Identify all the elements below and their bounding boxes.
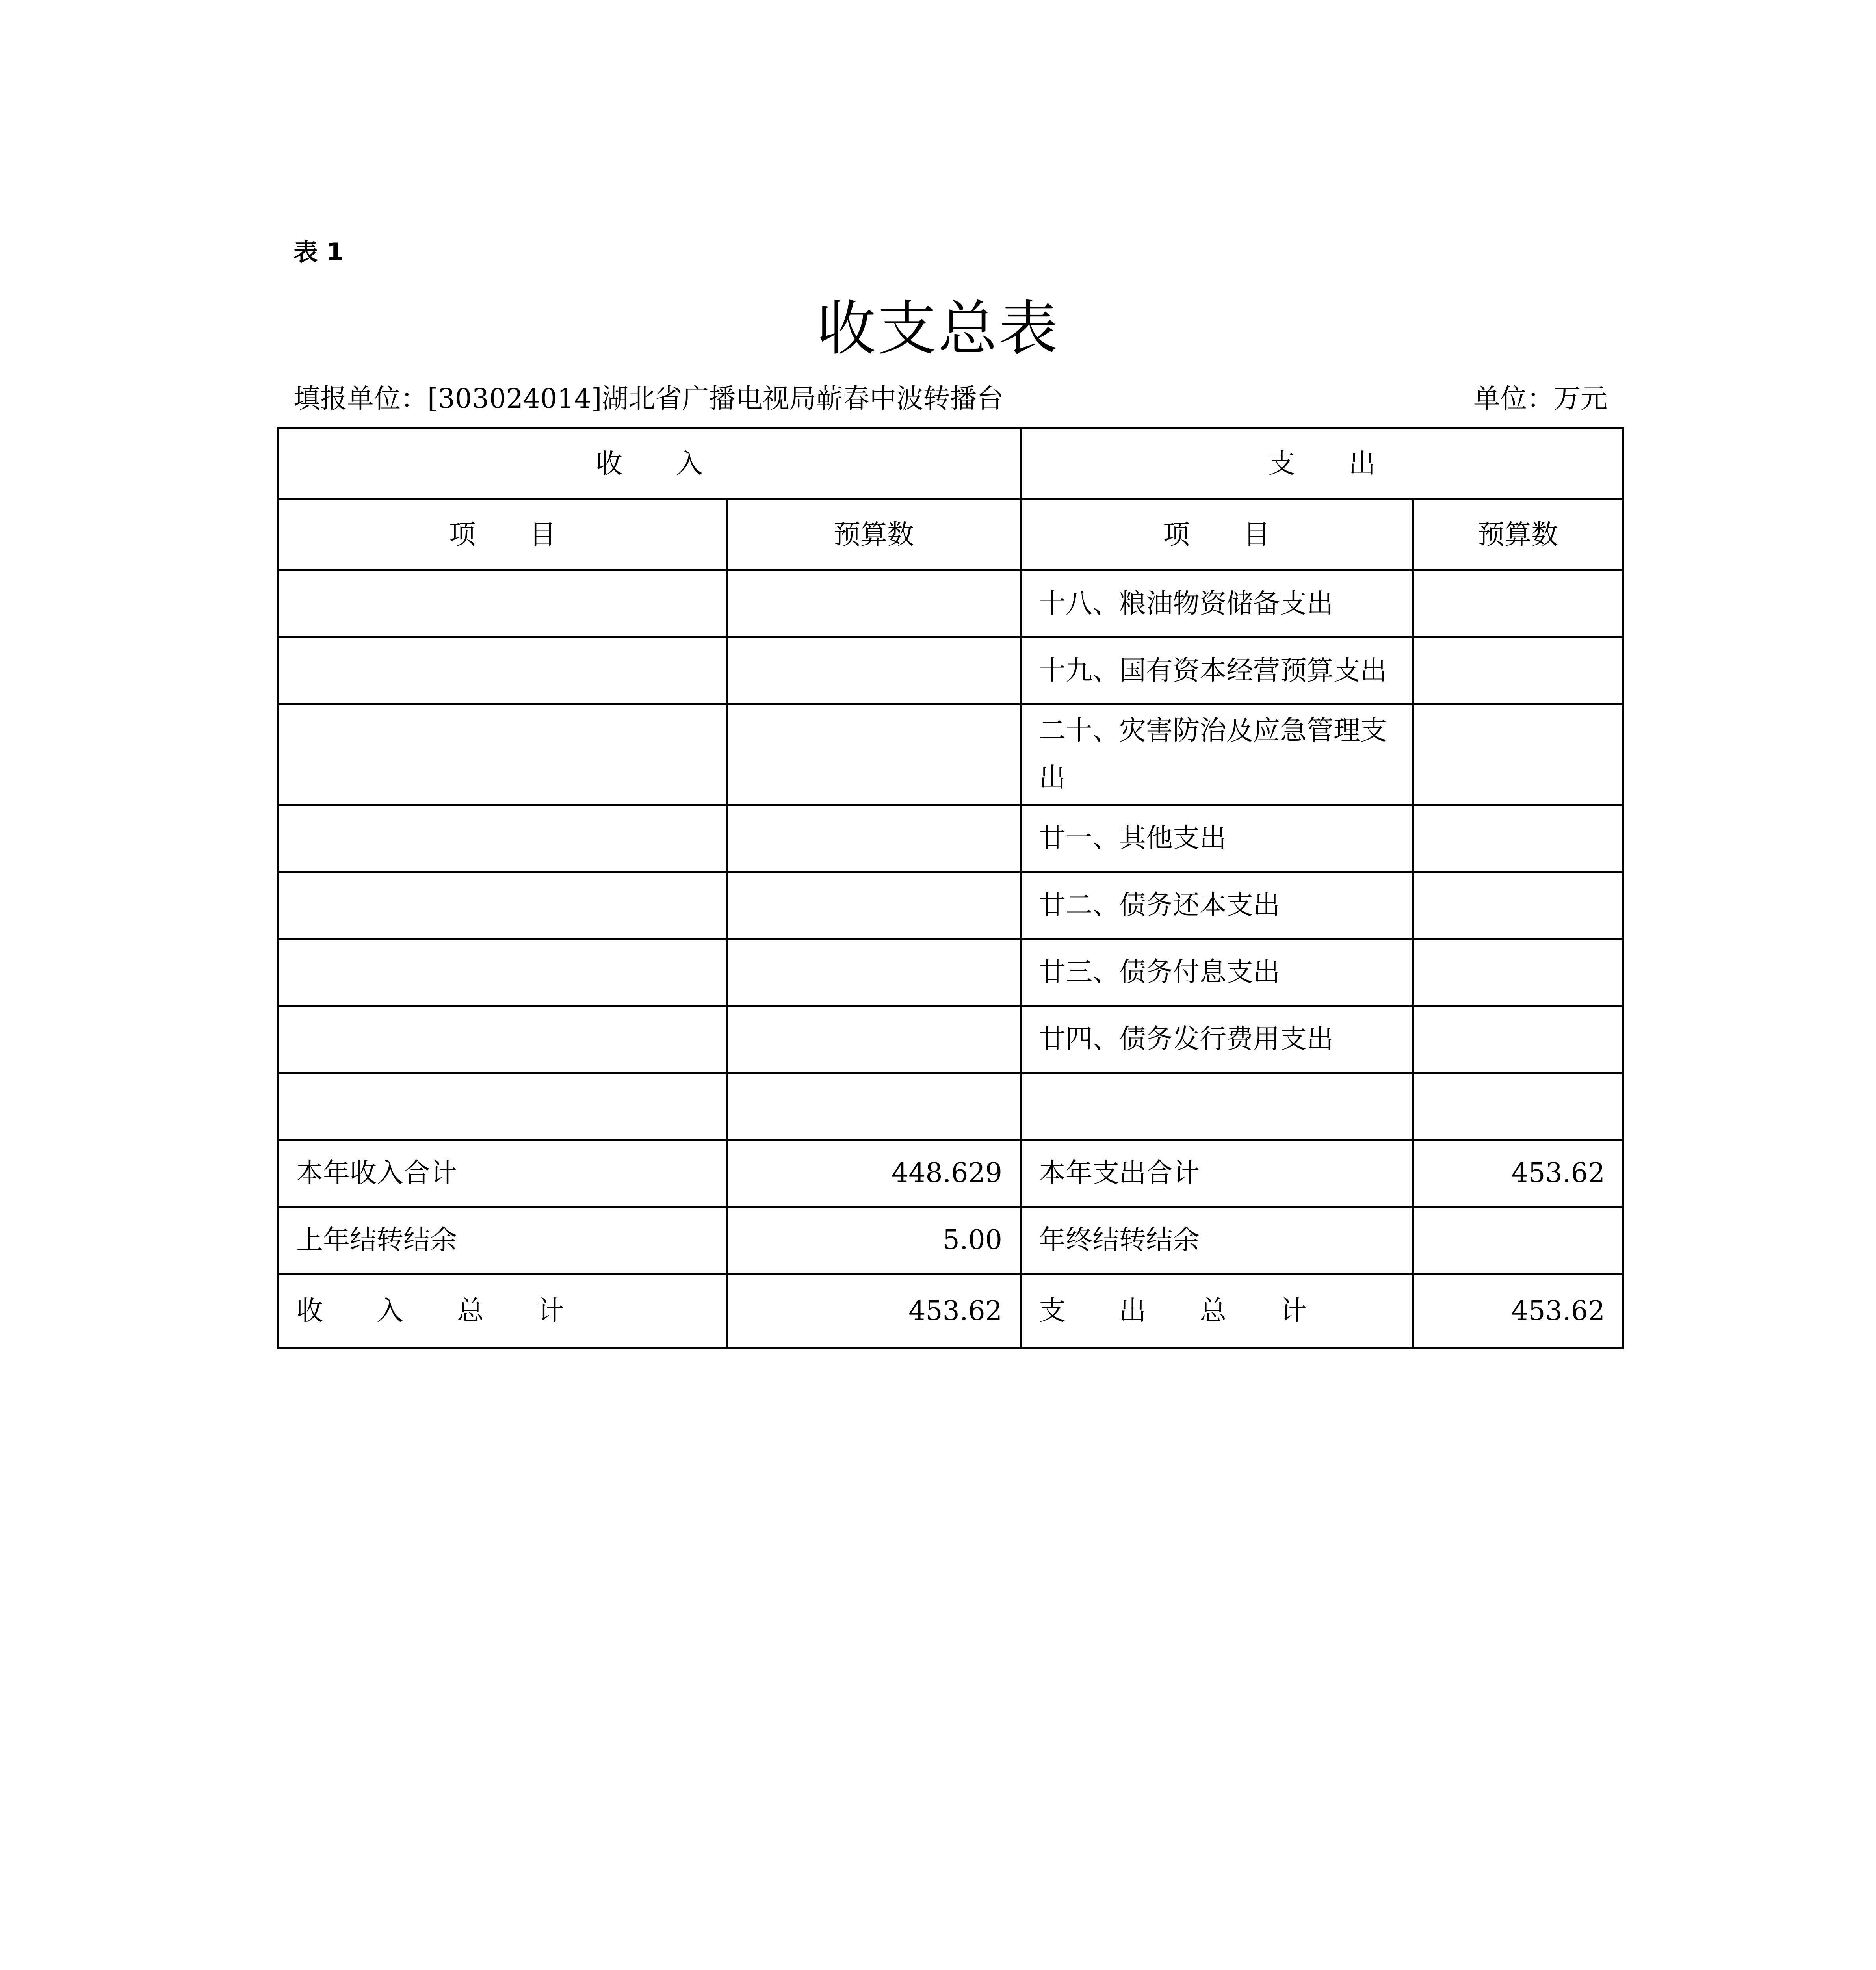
table-row xyxy=(278,805,1623,872)
expense-value-cell xyxy=(1413,872,1623,939)
expense-value-cell xyxy=(1413,1006,1623,1073)
income-item-cell xyxy=(278,704,727,805)
expense-item-cell: 十八、粮油物资储备支出 xyxy=(1021,571,1413,637)
income-item-cell xyxy=(278,637,727,704)
table-row xyxy=(278,571,1623,637)
expense-value-cell xyxy=(1413,704,1623,805)
expense-item-cell: 支 出 总 计 xyxy=(1021,1274,1413,1349)
table-row xyxy=(278,704,1623,805)
expense-item-cell xyxy=(1021,1073,1413,1140)
table-number-label: 表 1 xyxy=(293,238,344,266)
income-value-cell: 453.62 xyxy=(727,1274,1021,1349)
income-item-cell xyxy=(278,1073,727,1140)
grand-total-row xyxy=(278,1274,1623,1349)
expense-value-cell xyxy=(1413,637,1623,704)
expense-item-cell: 十九、国有资本经营预算支出 xyxy=(1021,637,1413,704)
table-row xyxy=(278,1006,1623,1073)
section-header-row xyxy=(278,429,1623,500)
income-value-cell: 5.00 xyxy=(727,1207,1021,1274)
expense-value-cell xyxy=(1413,939,1623,1006)
income-value-cell xyxy=(727,805,1021,872)
income-item-cell xyxy=(278,571,727,637)
expense-value-cell xyxy=(1413,1073,1623,1140)
currency-unit: 单位：万元 xyxy=(1473,383,1607,414)
table-row xyxy=(278,637,1623,704)
annual-total-row xyxy=(278,1140,1623,1207)
expense-item-cell: 年终结转结余 xyxy=(1021,1207,1413,1274)
income-budget-header: 预算数 xyxy=(727,500,1021,571)
income-value-cell xyxy=(727,872,1021,939)
income-item-cell: 本年收入合计 xyxy=(278,1140,727,1207)
expense-value-cell xyxy=(1413,571,1623,637)
income-item-cell xyxy=(278,872,727,939)
page-title: 收支总表 xyxy=(816,295,1059,363)
income-value-cell xyxy=(727,637,1021,704)
income-value-cell xyxy=(727,571,1021,637)
expense-value-cell: 453.62 xyxy=(1413,1140,1623,1207)
income-item-header: 项 目 xyxy=(278,500,727,571)
income-item-cell: 收 入 总 计 xyxy=(278,1274,727,1349)
expense-budget-header: 预算数 xyxy=(1413,500,1623,571)
expense-value-cell: 453.62 xyxy=(1413,1274,1623,1349)
expense-section-header: 支 出 xyxy=(1021,429,1623,500)
expense-item-cell: 廿一、其他支出 xyxy=(1021,805,1413,872)
expense-value-cell xyxy=(1413,805,1623,872)
income-value-cell: 448.629 xyxy=(727,1140,1021,1207)
income-value-cell xyxy=(727,704,1021,805)
income-item-cell: 上年结转结余 xyxy=(278,1207,727,1274)
column-header-row xyxy=(278,500,1623,571)
income-item-cell xyxy=(278,805,727,872)
expense-item-cell: 廿四、债务发行费用支出 xyxy=(1021,1006,1413,1073)
income-value-cell xyxy=(727,1073,1021,1140)
income-section-header: 收 入 xyxy=(278,429,1021,500)
expense-item-cell: 二十、灾害防治及应急管理支出 xyxy=(1021,704,1413,805)
expense-item-header: 项 目 xyxy=(1021,500,1413,571)
table-row xyxy=(278,872,1623,939)
income-item-cell xyxy=(278,1006,727,1073)
expense-item-cell: 廿二、债务还本支出 xyxy=(1021,872,1413,939)
reporting-unit: 填报单位：[303024014]湖北省广播电视局蕲春中波转播台 xyxy=(293,383,1004,414)
carryover-row xyxy=(278,1207,1623,1274)
budget-summary-table xyxy=(277,427,1624,1349)
expense-value-cell xyxy=(1413,1207,1623,1274)
table-row xyxy=(278,1073,1623,1140)
income-item-cell xyxy=(278,939,727,1006)
table-row xyxy=(278,939,1623,1006)
income-value-cell xyxy=(727,1006,1021,1073)
expense-item-cell: 本年支出合计 xyxy=(1021,1140,1413,1207)
income-value-cell xyxy=(727,939,1021,1006)
expense-item-cell: 廿三、债务付息支出 xyxy=(1021,939,1413,1006)
